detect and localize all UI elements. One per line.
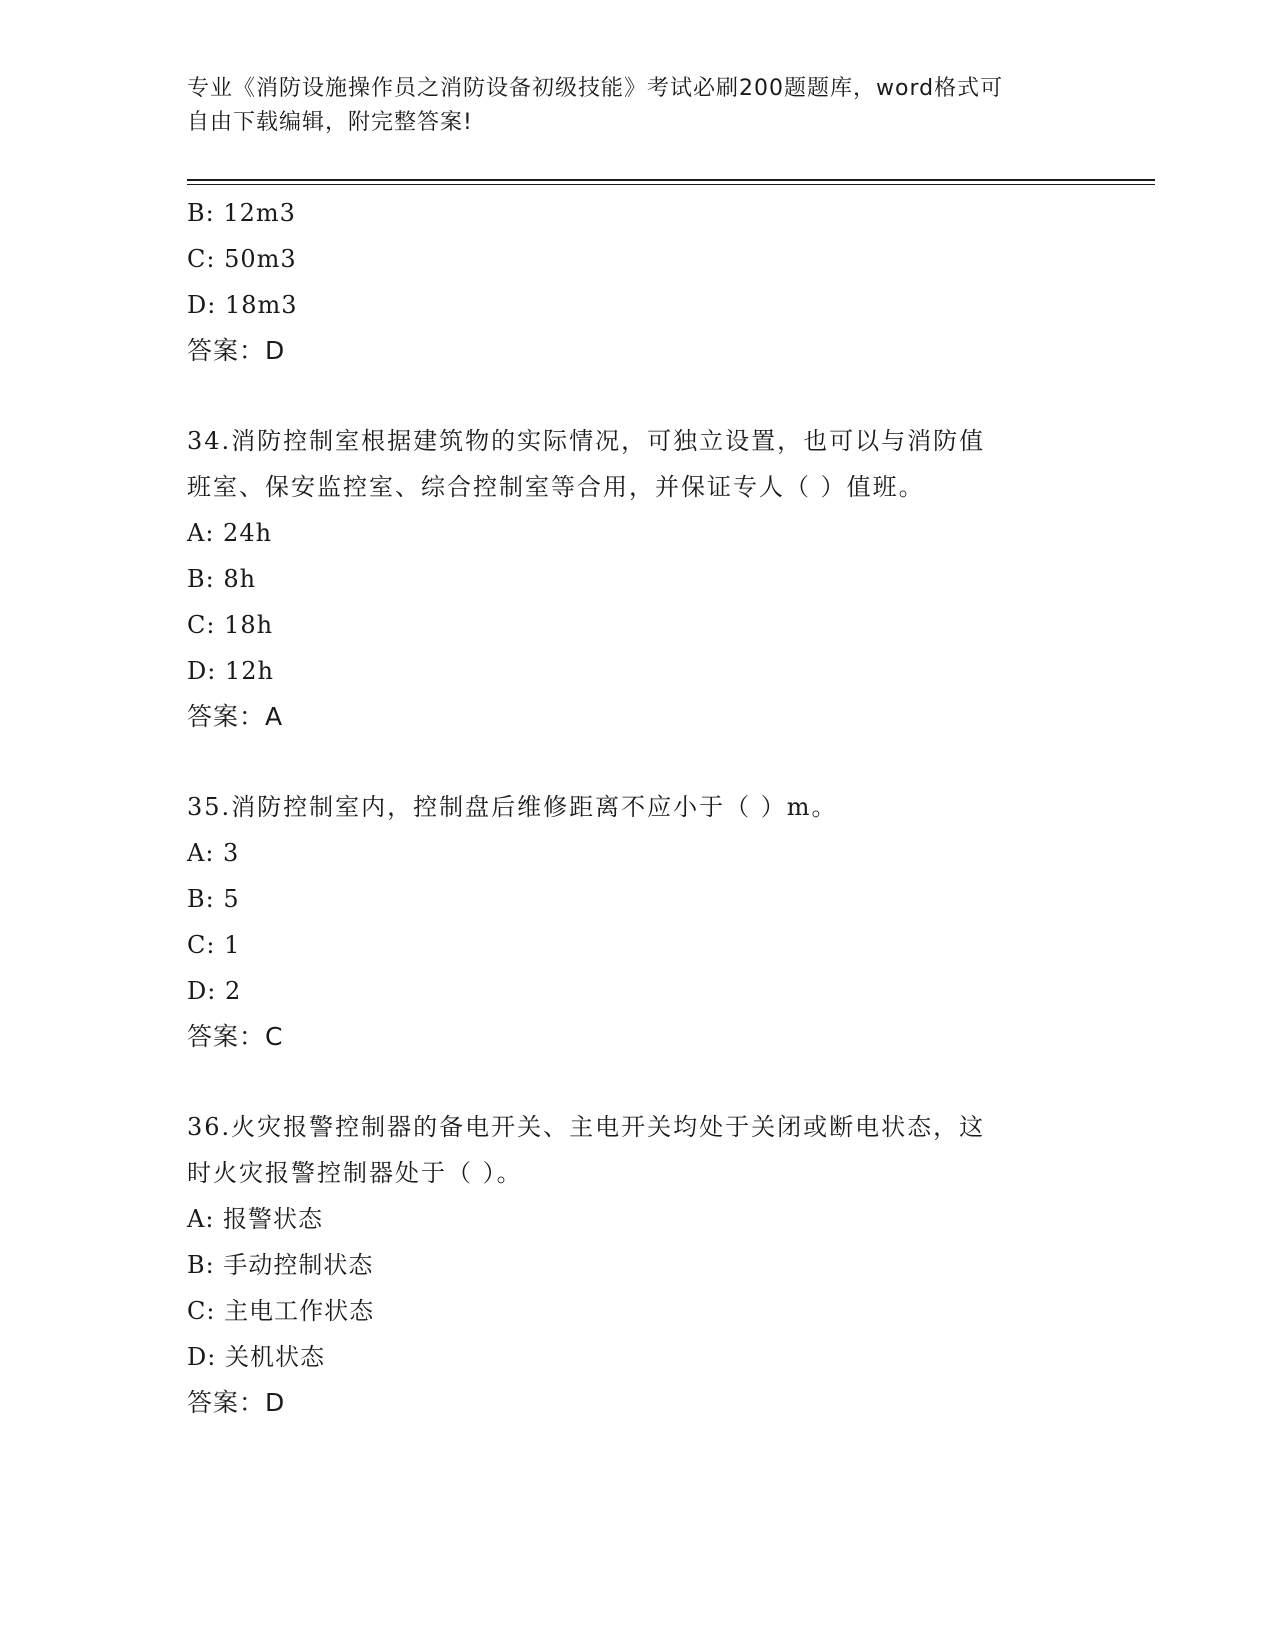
option-c: C: 50m3 bbox=[187, 245, 297, 273]
question-text-line: 34.消防控制室根据建筑物的实际情况，可独立设置，也可以与消防值 bbox=[187, 427, 986, 455]
spacer bbox=[187, 1060, 1087, 1104]
question-text-line: 36.火灾报警控制器的备电开关、主电开关均处于关闭或断电状态，这 bbox=[187, 1113, 986, 1141]
option-b: B: 5 bbox=[187, 885, 240, 913]
option-a: A: 24h bbox=[187, 519, 273, 547]
question-text-line: 班室、保安监控室、综合控制室等合用，并保证专人（ ）值班。 bbox=[187, 473, 925, 501]
option-d: D: 2 bbox=[187, 977, 242, 1005]
question-list bbox=[187, 190, 1087, 1426]
question-33-tail bbox=[187, 190, 1087, 374]
option-b: B: 手动控制状态 bbox=[187, 1251, 374, 1279]
spacer bbox=[187, 374, 1087, 418]
option-b: B: 8h bbox=[187, 565, 257, 593]
answer: 答案：C bbox=[187, 1022, 284, 1051]
option-d: D: 18m3 bbox=[187, 291, 298, 319]
answer: 答案：A bbox=[187, 702, 284, 731]
header-line-2: 自由下载编辑，附完整答案! bbox=[187, 110, 473, 135]
question-text-line: 时火灾报警控制器处于（ ）。 bbox=[187, 1159, 523, 1187]
option-c: C: 主电工作状态 bbox=[187, 1297, 375, 1325]
option-b: B: 12m3 bbox=[187, 199, 296, 227]
answer: 答案：D bbox=[187, 1388, 286, 1417]
option-a: A: 报警状态 bbox=[187, 1205, 324, 1233]
option-a: A: 3 bbox=[187, 839, 240, 867]
question-36 bbox=[187, 1104, 1087, 1426]
option-d: D: 关机状态 bbox=[187, 1343, 325, 1371]
question-text-line: 35.消防控制室内，控制盘后维修距离不应小于（ ）m。 bbox=[187, 793, 838, 821]
header-rule-thin bbox=[187, 184, 1155, 185]
option-c: C: 1 bbox=[187, 931, 241, 959]
header-rule-thick bbox=[187, 179, 1155, 181]
document-header bbox=[187, 72, 1067, 140]
spacer bbox=[187, 740, 1087, 784]
answer: 答案：D bbox=[187, 336, 286, 365]
question-35 bbox=[187, 784, 1087, 1060]
question-34 bbox=[187, 418, 1087, 740]
option-d: D: 12h bbox=[187, 657, 274, 685]
option-c: C: 18h bbox=[187, 611, 274, 639]
header-line-1: 专业《消防设施操作员之消防设备初级技能》考试必刷200题题库，word格式可 bbox=[187, 76, 1004, 101]
